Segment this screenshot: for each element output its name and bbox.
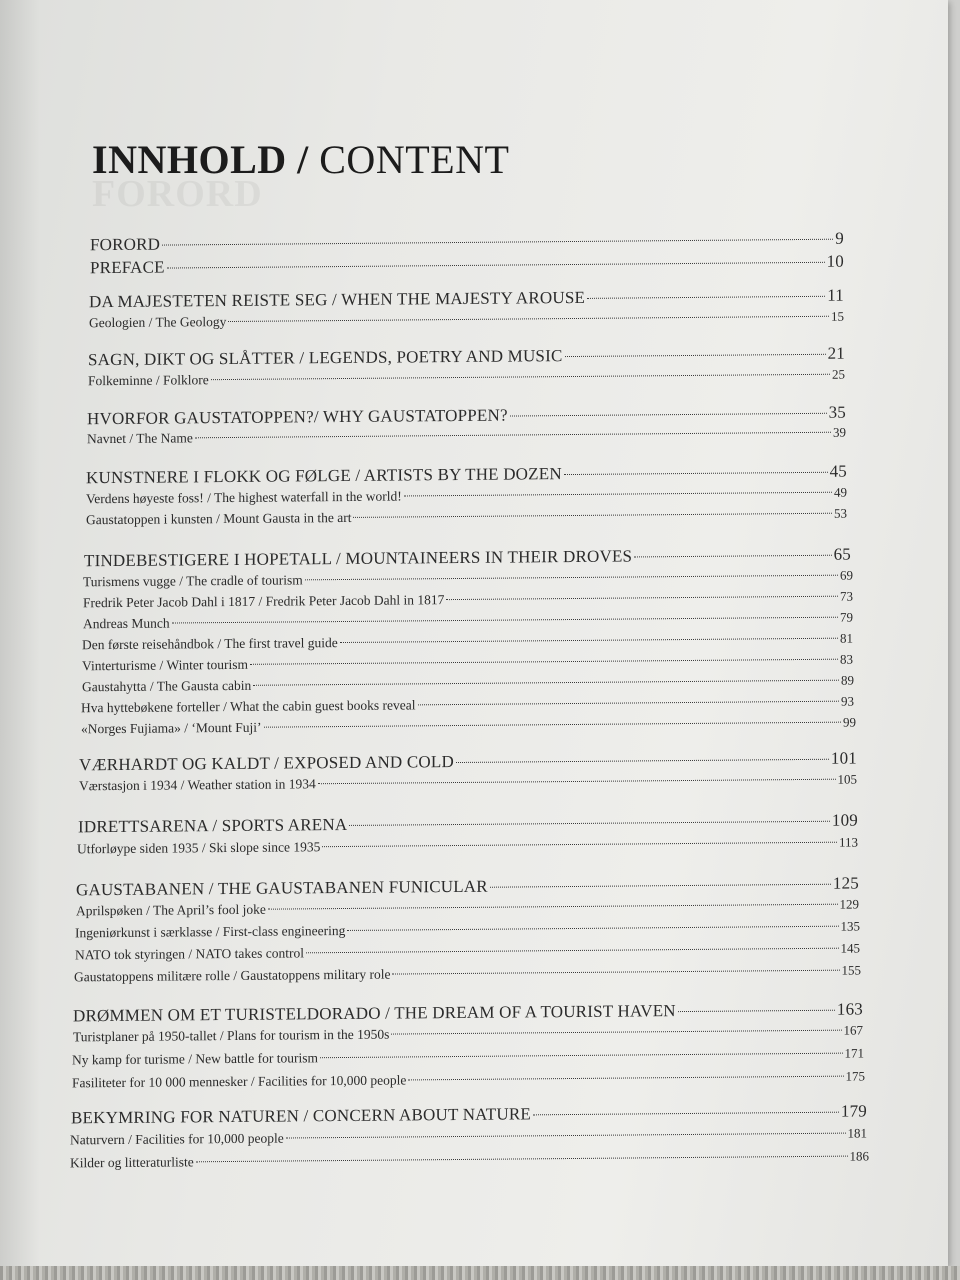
entry-page: 113 [838,834,858,850]
dot-leader [253,680,839,686]
dot-leader [678,1010,835,1012]
entry-page: 167 [843,1022,863,1038]
toc-subentry [81,694,854,717]
toc-chapter [86,462,847,489]
toc-subentry [72,1045,864,1068]
dot-leader [490,884,831,888]
entry-page: 69 [840,567,853,583]
dot-leader [196,1156,848,1163]
entry-label: SAGN, DIKT OG SLÅTTER / LEGENDS, POETRY AND MUSIC [88,346,563,370]
dot-leader [268,904,838,910]
entry-label: Gaustatoppens militære rolle / Gaustatoppens military role [74,966,391,985]
entry-label: Hva hyttebøkene forteller / What the cabin guest books reveal [81,697,416,716]
entry-label: Navnet / The Name [87,430,193,447]
entry-label: Gaustatoppen i kunsten / Mount Gausta in the art [86,509,352,528]
dot-leader [418,701,839,706]
toc-subentry [86,485,847,508]
entry-label: HVORFOR GAUSTATOPPEN?/ WHY GAUSTATOPPEN? [87,405,508,429]
toc-subentry [76,897,859,920]
dot-leader [347,926,838,931]
entry-page: 10 [826,251,844,271]
entry-label: Geologien / The Geology [89,314,227,331]
entry-label: Turistplaner på 1950-tallet / Plans for tourism in the 1950s [73,1026,390,1045]
toc-subentry [82,652,853,675]
entry-page: 53 [834,505,847,521]
dot-leader [264,722,842,728]
dot-leader [587,296,825,299]
entry-label: Kilder og litteraturliste [70,1154,194,1171]
entry-page: 15 [831,308,844,324]
toc-chapter [88,344,845,371]
toc-chapter [84,545,851,572]
entry-page: 181 [847,1125,867,1141]
toc-subentry [73,1022,863,1045]
entry-page: 65 [833,544,851,564]
toc-subentry [79,772,857,795]
dot-leader [456,759,829,763]
entry-page: 83 [840,651,853,667]
dot-leader [349,821,830,826]
entry-label: Ingeniørkunst i særklasse / First-class engineering [75,922,346,941]
entry-page: 125 [832,873,859,893]
dot-leader [306,948,839,954]
show-through-text: FORORD [92,173,263,215]
toc-subentry [74,962,861,985]
entry-page: 79 [840,609,853,625]
dot-leader [318,779,836,785]
entry-page: 9 [835,228,844,248]
entry-label: Den første reisehåndbok / The first travel guide [82,635,338,653]
dot-leader [250,659,838,665]
entry-label: Gaustahytta / The Gausta cabin [82,677,252,695]
entry-label: Verdens høyeste foss! / The highest waterfall in the world! [86,488,402,507]
entry-label: GAUSTABANEN / THE GAUSTABANEN FUNICULAR [76,876,488,900]
entry-label: DA MAJESTETEN REISTE SEG / WHEN THE MAJESTY AROUSE [89,287,586,312]
dot-leader [340,638,838,643]
entry-page: 35 [828,402,846,422]
dot-leader [228,316,829,322]
dot-leader [211,374,830,380]
entry-page: 109 [831,810,858,830]
toc-subentry [72,1068,865,1091]
toc-subentry [81,715,856,738]
toc-subentry [82,673,854,696]
entry-label: Naturvern / Facilities for 10,000 people [70,1130,284,1148]
entry-page: 179 [840,1101,867,1121]
entry-page: 73 [840,588,853,604]
toc-chapter [79,749,857,776]
entry-label: Værstasjon i 1934 / Weather station in 1934 [79,776,316,794]
dot-leader [634,555,831,558]
entry-page: 101 [830,748,857,768]
dot-leader [162,239,833,246]
entry-page: 155 [841,962,861,978]
entry-label: Utforløype siden 1935 / Ski slope since 1935 [77,839,321,857]
entry-page: 49 [834,484,847,500]
toc-chapter [89,286,844,313]
toc-chapter [73,999,863,1026]
toc-chapter [78,811,858,838]
entry-label: «Norges Fujiama» / ‘Mount Fuji’ [81,719,262,737]
page-stack-edge [0,1266,960,1280]
entry-page: 129 [839,896,859,912]
toc-subentry [75,918,860,941]
entry-label: BEKYMRING FOR NATUREN / CONCERN ABOUT NATURE [71,1104,531,1128]
entry-page: 163 [836,999,863,1019]
entry-page: 105 [837,771,857,787]
dot-leader [408,1076,843,1081]
entry-page: 21 [827,343,845,363]
dot-leader [391,1030,841,1035]
entry-label: Ny kamp for turisme / New battle for tourism [72,1050,318,1068]
dot-leader [404,492,832,497]
toc-subentry [83,589,853,612]
entry-page: 171 [844,1045,864,1061]
dot-leader [195,432,831,439]
entry-label: VÆRHARDT OG KALDT / EXPOSED AND COLD [79,752,454,775]
entry-label: FORORD [90,234,161,255]
toc-subentry [89,309,844,332]
entry-label: Turismens vugge / The cradle of tourism [83,572,303,590]
toc-chapter [71,1101,867,1128]
entry-page: 175 [845,1068,865,1084]
toc-subentry [75,940,860,963]
dot-leader [172,617,838,624]
entry-page: 186 [849,1148,869,1164]
entry-page: 25 [832,366,845,382]
dot-leader [322,842,837,847]
entry-page: 45 [829,461,847,481]
entry-label: PREFACE [90,257,165,278]
toc-subentry [70,1125,867,1148]
entry-label: Vinterturisme / Winter tourism [82,656,248,674]
entry-label: Andreas Munch [83,615,170,632]
entry-label: NATO tok styringen / NATO takes control [75,945,304,963]
dot-leader [446,596,838,600]
dot-leader [167,262,825,269]
entry-label: TINDEBESTIGERE I HOPETALL / MOUNTAINEERS IN THEIR DROVES [84,546,633,571]
entry-label: Folkeminne / Folklore [88,372,209,389]
entry-label: Fasiliteter for 10 000 mennesker / Facilities for 10,000 people [72,1072,407,1091]
toc-chapter [76,874,859,901]
dot-leader [305,575,838,581]
entry-page: 135 [840,918,860,934]
toc-chapter-preface [90,252,844,279]
dot-leader [392,970,839,975]
entry-page: 93 [841,693,854,709]
toc-subentry [86,506,847,529]
title-second: CONTENT [319,137,510,182]
dot-leader [564,472,828,475]
dot-leader [510,413,827,417]
toc-subentry [77,835,858,858]
dot-leader [565,354,826,357]
toc-subentry [83,568,853,591]
entry-page: 145 [840,940,860,956]
entry-page: 99 [843,714,856,730]
entry-page: 39 [833,424,846,440]
entry-label: IDRETTSARENA / SPORTS ARENA [78,814,348,837]
entry-page: 81 [840,630,853,646]
title-main: INNHOLD / [92,137,309,182]
entry-label: KUNSTNERE I FLOKK OG FØLGE / ARTISTS BY THE DOZEN [86,464,562,488]
entry-label: Aprilspøken / The April’s fool joke [76,901,266,919]
toc-subentry [83,610,853,633]
toc-subentry [82,631,853,654]
toc-subentry [70,1148,869,1171]
toc-subentry [88,367,845,390]
entry-page: 11 [827,285,844,305]
dot-leader [286,1133,846,1139]
entry-page: 89 [841,672,854,688]
dot-leader [533,1112,839,1116]
dot-leader [353,513,832,518]
entry-label: Fredrik Peter Jacob Dahl i 1817 / Fredrik Peter Jacob Dahl in 1817 [83,592,445,611]
dot-leader [320,1053,843,1059]
toc-chapter-forord [90,229,844,256]
entry-label: DRØMMEN OM ET TURISTELDORADO / THE DREAM OF A TOURIST HAVEN [73,1001,676,1026]
